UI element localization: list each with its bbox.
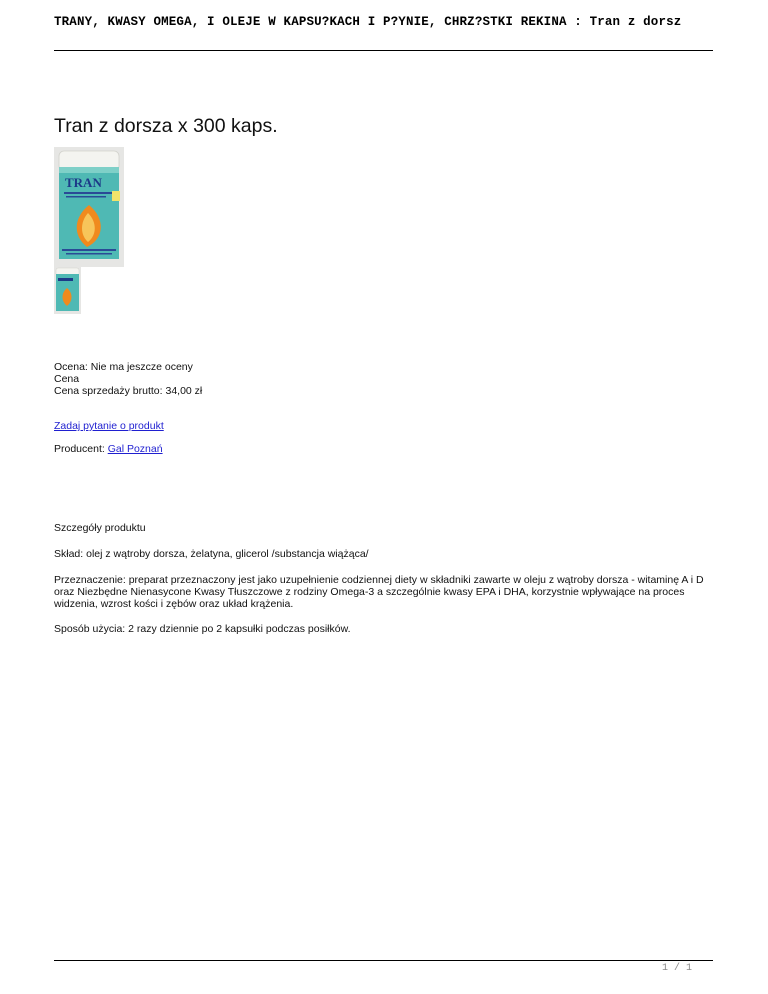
- usage-text: Sposób użycia: 2 razy dziennie po 2 kapsułki podczas posiłków.: [54, 623, 351, 635]
- product-thumbnail[interactable]: [54, 266, 81, 314]
- header-divider: [54, 50, 713, 51]
- product-image[interactable]: [54, 147, 124, 267]
- purpose-line-2: oraz Niezbędne Nienasycone Kwasy Tłuszczowe z rodziny Omega-3 a szczególnie kwasy EPA i DHA, korzystnie wpływające na proces: [54, 586, 685, 598]
- rating-text: Ocena: Nie ma jeszcze oceny: [54, 361, 193, 373]
- jar-label-text: TRAN: [65, 175, 102, 190]
- composition-text: Skład: olej z wątroby dorsza, żelatyna, glicerol /substancja wiążąca/: [54, 548, 369, 560]
- ask-question-link[interactable]: Zadaj pytanie o produkt: [54, 420, 164, 432]
- price-label: Cena: [54, 373, 80, 385]
- purpose-line-3: widzenia, wzrost kości i zębów oraz układ krążenia.: [54, 598, 294, 610]
- producer-link[interactable]: Gal Poznań: [107, 443, 163, 455]
- running-header: TRANY, KWASY OMEGA, I OLEJE W KAPSU?KACH I P?YNIE, CHRZ?STKI REKINA : Tran z dorsz: [54, 15, 682, 29]
- producer-row: [54, 443, 163, 456]
- details-heading: Szczegóły produktu: [54, 522, 146, 534]
- page-number: 1 / 1: [662, 963, 693, 974]
- producer-label: Producent:: [54, 443, 108, 455]
- product-title: Tran z dorsza x 300 kaps.: [54, 115, 278, 137]
- purpose-line-1: Przeznaczenie: preparat przeznaczony jest jako uzupełnienie codziennej diety w składniki zawarte w oleju z wątroby dorsza - witaminę A i D: [54, 574, 704, 586]
- price-text: Cena sprzedaży brutto: 34,00 zł: [54, 385, 203, 397]
- footer-divider: [54, 960, 713, 961]
